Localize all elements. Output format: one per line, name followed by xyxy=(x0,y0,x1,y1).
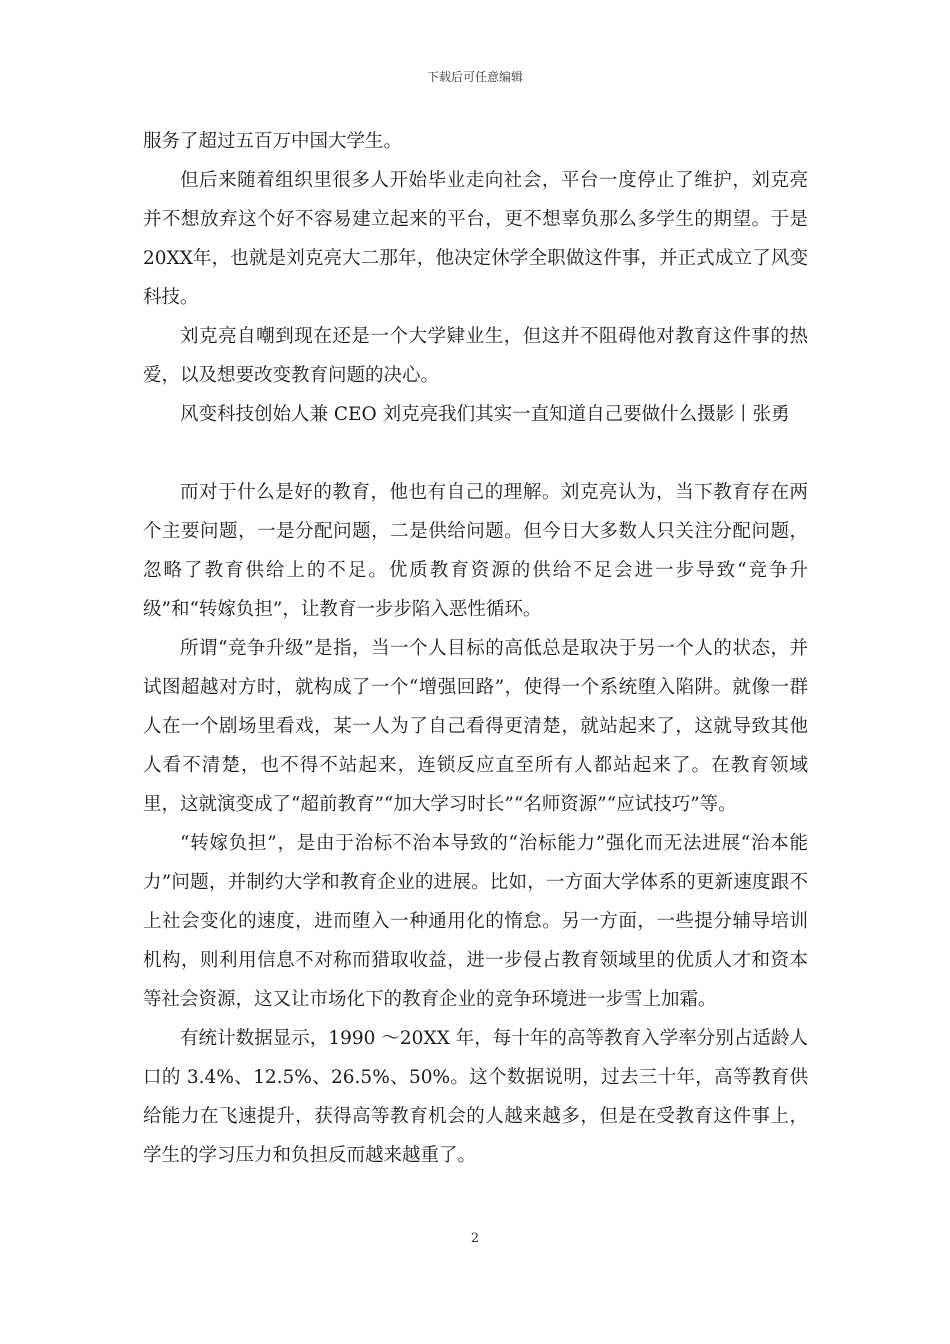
photo-caption: 风变科技创始人兼 CEO 刘克亮我们其实一直知道自己要做什么摄影丨张勇 xyxy=(180,404,790,425)
page-number: 2 xyxy=(470,1231,480,1246)
paragraph: 而对于什么是好的教育，他也有自己的理解。刘克亮认为，当下教育存在两个主要问题，一是分配问题，二是供给问题。但今日大多数人只关注分配问题，忽略了教育供给上的不足。优质教育资源的供给不足会进一步导致“竞争升级”和“转嫁负担”，让教育一步步陷入恶性循环。 xyxy=(143,482,808,620)
paragraph: 服务了超过五百万中国大学生。 xyxy=(143,131,403,152)
spacer xyxy=(143,434,808,473)
paragraph: 但后来随着组织里很多人开始毕业走向社会，平台一度停止了维护，刘克亮并不想放弃这个好不容易建立起来的平台，更不想辜负那么多学生的期望。于是20XX年，也就是刘克亮大二那年，他决定休学全职做这件事，并正式成立了风变科技。 xyxy=(143,170,808,308)
paragraph: 所谓“竞争升级”是指，当一个人目标的高低总是取决于另一个人的状态，并试图超越对方时，就构成了一个“增强回路”，使得一个系统堕入陷阱。就像一群人在一个剧场里看戏，某一人为了自己看得更清楚，就站起来了，这就导致其他人看不清楚，也不得不站起来，连锁反应直至所有人都站起来了。在教育领域里，这就演变成了“超前教育”“加大学习时长”“名师资源”“应试技巧”等。 xyxy=(143,638,808,815)
article-body xyxy=(143,122,808,1175)
paragraph: 刘克亮自嘲到现在还是一个大学肄业生，但这并不阻碍他对教育这件事的热爱，以及想要改变教育问题的决心。 xyxy=(143,326,808,386)
paragraph: “转嫁负担”，是由于治标不治本导致的“治标能力”强化而无法进展“治本能力”问题，并制约大学和教育企业的进展。比如，一方面大学体系的更新速度跟不上社会变化的速度，进而堕入一种通用化的惰怠。另一方面，一些提分辅导培训机构，则利用信息不对称而猎取收益，进一步侵占教育领域里的优质人才和资本等社会资源，这又让市场化下的教育企业的竞争环境进一步雪上加霜。 xyxy=(143,833,808,1010)
page-header: 下载后可任意编辑 xyxy=(426,70,523,84)
paragraph: 有统计数据显示，1990 ～20XX 年，每十年的高等教育入学率分别占适龄人口的 3.4%、12.5%、26.5%、50%。这个数据说明，过去三十年，高等教育供给能力在飞速提升，获得高等教育机会的人越来越多，但是在受教育这件事上，学生的学习压力和负担反而越来越重了。 xyxy=(143,1028,808,1166)
